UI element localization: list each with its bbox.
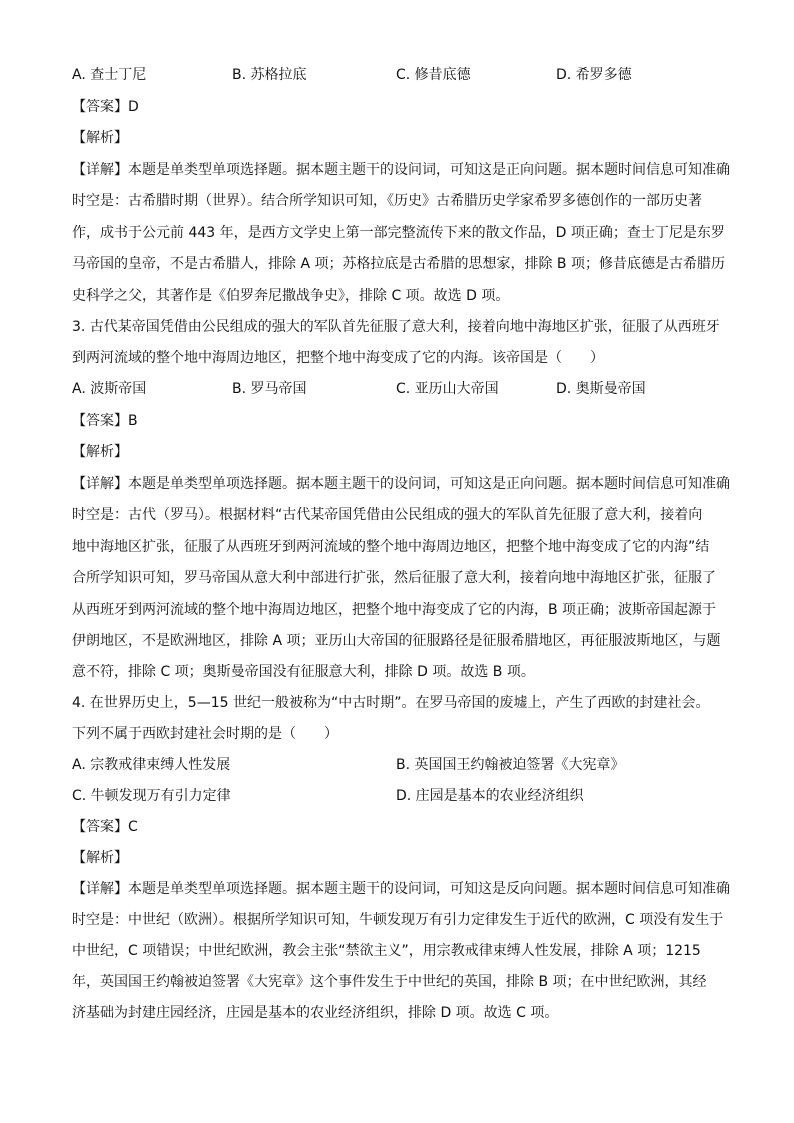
q2-option-c: C. 修昔底德 (396, 67, 471, 83)
q3-option-d: D. 奥斯曼帝国 (556, 381, 646, 397)
q2-option-b: B. 苏格拉底 (232, 67, 307, 83)
q3-detail-line: 从西班牙到两河流域的整个地中海周边地区，把整个地中海变成了它的内海，B 项正确；波斯帝国起源于 (72, 602, 717, 618)
q3-detail-line: 伊朗地区，不是欧洲地区，排除 A 项；亚历山大帝国的征服路径是征服希腊地区，再征服波斯地区，与题 (72, 633, 721, 649)
q2-detail-line: 马帝国的皇帝，不是古希腊人，排除 A 项；苏格拉底是古希腊的思想家，排除 B 项；修昔底德是古希腊历 (72, 256, 725, 272)
q4-option-c: C. 牛顿发现万有引力定律 (72, 788, 231, 804)
q3-detail-line: 地中海地区扩张，征服了从西班牙到两河流域的整个地中海周边地区，把整个地中海变成了它的内海”结 (72, 539, 710, 555)
q2-detail-line: 作，成书于公元前 443 年，是西方文学史上第一部完整流传下来的散文作品，D 项正确；查士丁尼是东罗 (72, 225, 725, 241)
q4-stem-line: 4. 在世界历史上，5—15 世纪一般被称为“中古时期”。在罗马帝国的废墟上，产生了西欧的封建社会。 (72, 695, 710, 711)
q4-detail-line: 中世纪，C 项错误；中世纪欧洲，教会主张“禁欲主义”，用宗教戒律束缚人性发展，排除 A 项；1215 (72, 943, 701, 959)
q2-option-d: D. 希罗多德 (556, 67, 632, 83)
q2-detail-line: 【详解】本题是单类型单项选择题。据本题主题干的设问词，可知这是正向问题。据本题时间信息可知准确 (72, 162, 730, 178)
q4-detail-line: 【详解】本题是单类型单项选择题。据本题主题干的设问词，可知这是反向问题。据本题时间信息可知准确 (72, 881, 730, 897)
q4-answer: 【答案】C (72, 819, 138, 835)
q4-option-d: D. 庄园是基本的农业经济组织 (396, 788, 584, 804)
q4-detail-line: 年，英国国王约翰被迫签署《大宪章》这个事件发生于中世纪的英国，排除 B 项；在中世纪欧洲，其经 (72, 974, 707, 990)
q3-answer: 【答案】B (72, 413, 138, 429)
q3-option-c: C. 亚历山大帝国 (396, 381, 499, 397)
q2-detail-line: 史科学之父，其著作是《伯罗奔尼撒战争史》，排除 C 项。故选 D 项。 (72, 288, 510, 304)
q3-analysis-label: 【解析】 (72, 444, 128, 460)
q4-detail-line: 时空是：中世纪（欧洲）。根据所学知识可知，牛顿发现万有引力定律发生于近代的欧洲，C 项没有发生于 (72, 912, 724, 928)
q3-option-a: A. 波斯帝国 (72, 381, 147, 397)
q2-analysis-label: 【解析】 (72, 130, 128, 146)
q4-analysis-label: 【解析】 (72, 850, 128, 866)
q3-option-b: B. 罗马帝国 (232, 381, 307, 397)
q3-stem-line: 3. 古代某帝国凭借由公民组成的强大的军队首先征服了意大利，接着向地中海地区扩张，征服了从西班牙 (72, 319, 720, 335)
q4-option-b: B. 英国国王约翰被迫签署《大宪章》 (396, 757, 625, 773)
q2-option-a: A. 查士丁尼 (72, 67, 147, 83)
q4-stem-line: 下列不属于西欧封建社会时期的是（ ） (72, 726, 338, 742)
q2-detail-line: 时空是：古希腊时期（世界）。结合所学知识可知，《历史》古希腊历史学家希罗多德创作的一部历史著 (72, 193, 702, 209)
q3-stem-line: 到两河流域的整个地中海周边地区，把整个地中海变成了它的内海。该帝国是（ ） (72, 350, 604, 366)
q4-option-a: A. 宗教戒律束缚人性发展 (72, 757, 231, 773)
q3-detail-line: 意不符，排除 C 项；奥斯曼帝国没有征服意大利，排除 D 项。故选 B 项。 (72, 664, 535, 680)
q2-answer: 【答案】D (72, 99, 139, 115)
q4-detail-line: 济基础为封建庄园经济，庄园是基本的农业经济组织，排除 D 项。故选 C 项。 (72, 1005, 559, 1021)
q3-detail-line: 【详解】本题是单类型单项选择题。据本题主题干的设问词，可知这是正向问题。据本题时间信息可知准确 (72, 476, 730, 492)
q3-detail-line: 合所学知识可知，罗马帝国从意大利中部进行扩张，然后征服了意大利，接着向地中海地区扩张，征服了 (72, 570, 716, 586)
q3-detail-line: 时空是：古代（罗马）。根据材料“古代某帝国凭借由公民组成的强大的军队首先征服了意大利，接着向 (72, 507, 703, 523)
